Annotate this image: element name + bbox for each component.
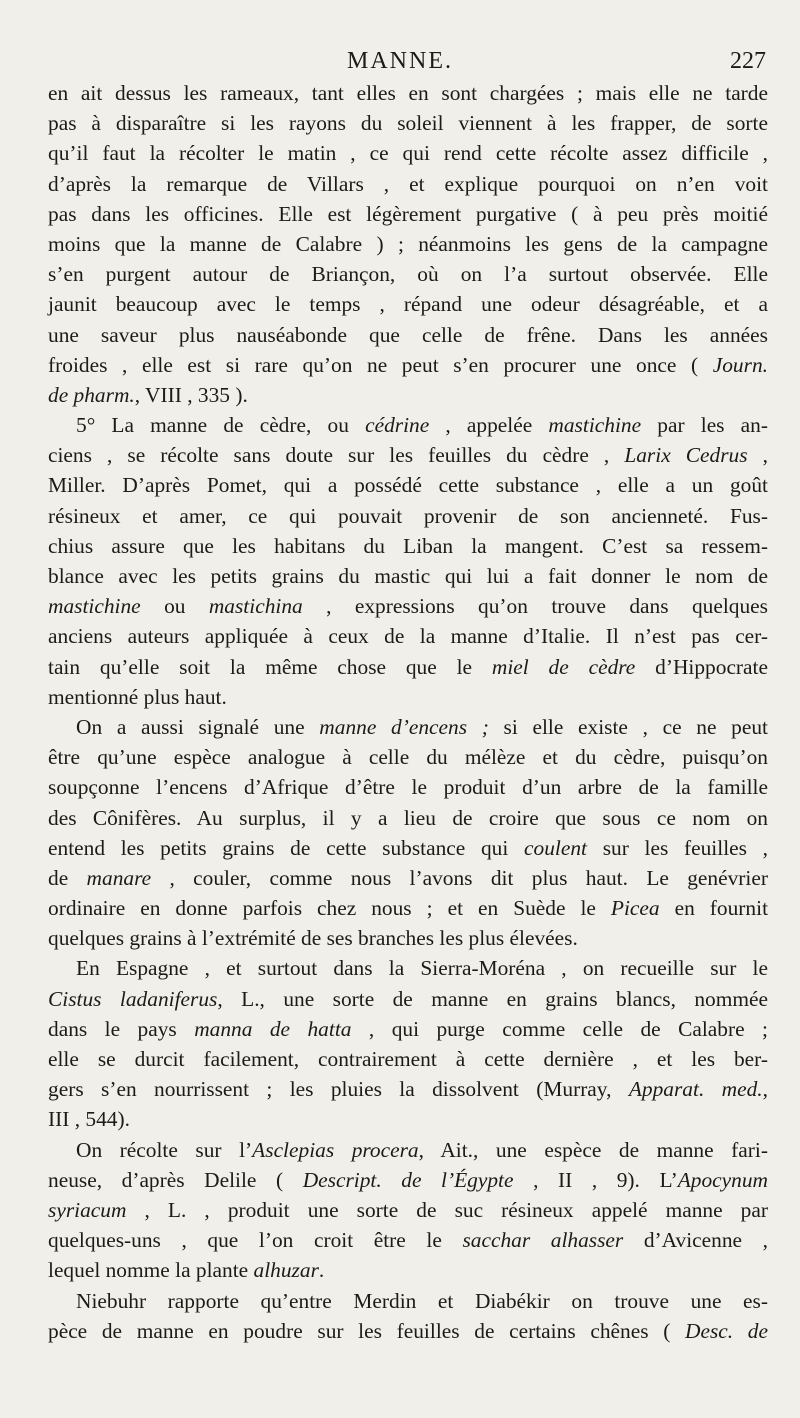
text-line: ciens , se récolte sans doute sur les feuilles du cèdre , Larix Cedrus , xyxy=(48,443,768,468)
text-line: anciens auteurs appliquée à ceux de la manne d’Italie. Il n’est pas cer- xyxy=(48,624,768,649)
text-line: neuse, d’après Delile ( Descript. de l’Égypte , II , 9). L’Apocynum xyxy=(48,1167,768,1192)
text-line: pas dans les officines. Elle est légèrement purgative ( à peu près moitié xyxy=(48,201,768,226)
text-line: qu’il faut la récolter le matin , ce qui rend cette récolte assez difficile , xyxy=(48,141,768,166)
text-line: de manare , couler, comme nous l’avons dit plus haut. Le genévrier xyxy=(48,865,768,890)
page-number: 227 xyxy=(730,48,766,74)
text-line: III , 544). xyxy=(48,1107,130,1132)
text-line: tain qu’elle soit la même chose que le miel de cèdre d’Hippocrate xyxy=(48,654,768,679)
text-line: lequel nomme la plante alhuzar. xyxy=(48,1258,325,1283)
text-line: de pharm., VIII , 335 ). xyxy=(48,382,248,407)
text-line: jaunit beaucoup avec le temps , répand une odeur désagréable, et a xyxy=(48,292,768,317)
text-line: En Espagne , et surtout dans la Sierra-Moréna , on recueille sur le xyxy=(76,956,768,981)
text-line: On récolte sur l’Asclepias procera, Ait., une espèce de manne fari- xyxy=(76,1137,768,1162)
text-line: mastichine ou mastichina , expressions qu’on trouve dans quelques xyxy=(48,594,768,619)
text-line: 5° La manne de cèdre, ou cédrine , appelée mastichine par les an- xyxy=(76,413,768,438)
text-line: On a aussi signalé une manne d’encens ; si elle existe , ce ne peut xyxy=(76,714,768,739)
running-title: MANNE. xyxy=(347,48,453,74)
text-line: gers s’en nourrissent ; les pluies la dissolvent (Murray, Apparat. med., xyxy=(48,1077,768,1102)
text-line: s’en purgent autour de Briançon, où on l’a surtout observée. Elle xyxy=(48,262,768,287)
text-line: une saveur plus nauséabonde que celle de frêne. Dans les années xyxy=(48,322,768,347)
text-line: elle se durcit facilement, contrairement à cette dernière , et les ber- xyxy=(48,1047,768,1071)
running-head xyxy=(0,48,800,82)
text-line: froides , elle est si rare qu’on ne peut s’en procurer une once ( Journ. xyxy=(48,352,768,377)
text-line: quelques-uns , que l’on croit être le sacchar alhasser d’Avicenne , xyxy=(48,1228,768,1253)
text-line: blance avec les petits grains du mastic qui lui a fait donner le nom de xyxy=(48,564,768,588)
text-line: syriacum , L. , produit une sorte de suc résineux appelé manne par xyxy=(48,1197,768,1222)
text-line: Niebuhr rapporte qu’entre Merdin et Diabékir on trouve une es- xyxy=(76,1288,768,1313)
text-line: ordinaire en donne parfois chez nous ; et en Suède le Picea en fournit xyxy=(48,896,769,921)
text-line: en ait dessus les rameaux, tant elles en sont chargées ; mais elle ne tarde xyxy=(48,81,768,105)
text-line: chius assure que les habitans du Liban la mangent. C’est sa ressem- xyxy=(48,533,768,558)
text-line: d’après la remarque de Villars , et explique pourquoi on n’en voit xyxy=(48,171,768,196)
text-line: être qu’une espèce analogue à celle du mélèze et du cèdre, puisqu’on xyxy=(48,745,768,770)
text-line: Cistus ladaniferus, L., une sorte de manne en grains blancs, nommée xyxy=(48,986,769,1011)
text-line: dans le pays manna de hatta , qui purge comme celle de Calabre ; xyxy=(48,1016,768,1041)
text-line: mentionné plus haut. xyxy=(48,684,227,709)
text-line: soupçonne l’encens d’Afrique d’être le produit d’un arbre de la famille xyxy=(48,775,768,800)
body-text xyxy=(48,78,768,1346)
text-line: moins que la manne de Calabre ) ; néanmoins les gens de la campagne xyxy=(48,231,768,256)
text-line: quelques grains à l’extrémité de ses branches les plus élevées. xyxy=(48,926,578,951)
text-line: pèce de manne en poudre sur les feuilles de certains chênes ( Desc. de xyxy=(48,1318,768,1343)
text-line: des Cônifères. Au surplus, il y a lieu de croire que sous ce nom on xyxy=(48,805,768,830)
text-line: résineux et amer, ce qui pouvait provenir de son ancienneté. Fus- xyxy=(48,503,768,528)
text-line: entend les petits grains de cette substance qui coulent sur les feuilles , xyxy=(48,835,768,860)
text-line: Miller. D’après Pomet, qui a possédé cette substance , elle a un goût xyxy=(48,473,768,498)
text-line: pas à disparaître si les rayons du soleil viennent à les frapper, de sorte xyxy=(48,111,768,136)
